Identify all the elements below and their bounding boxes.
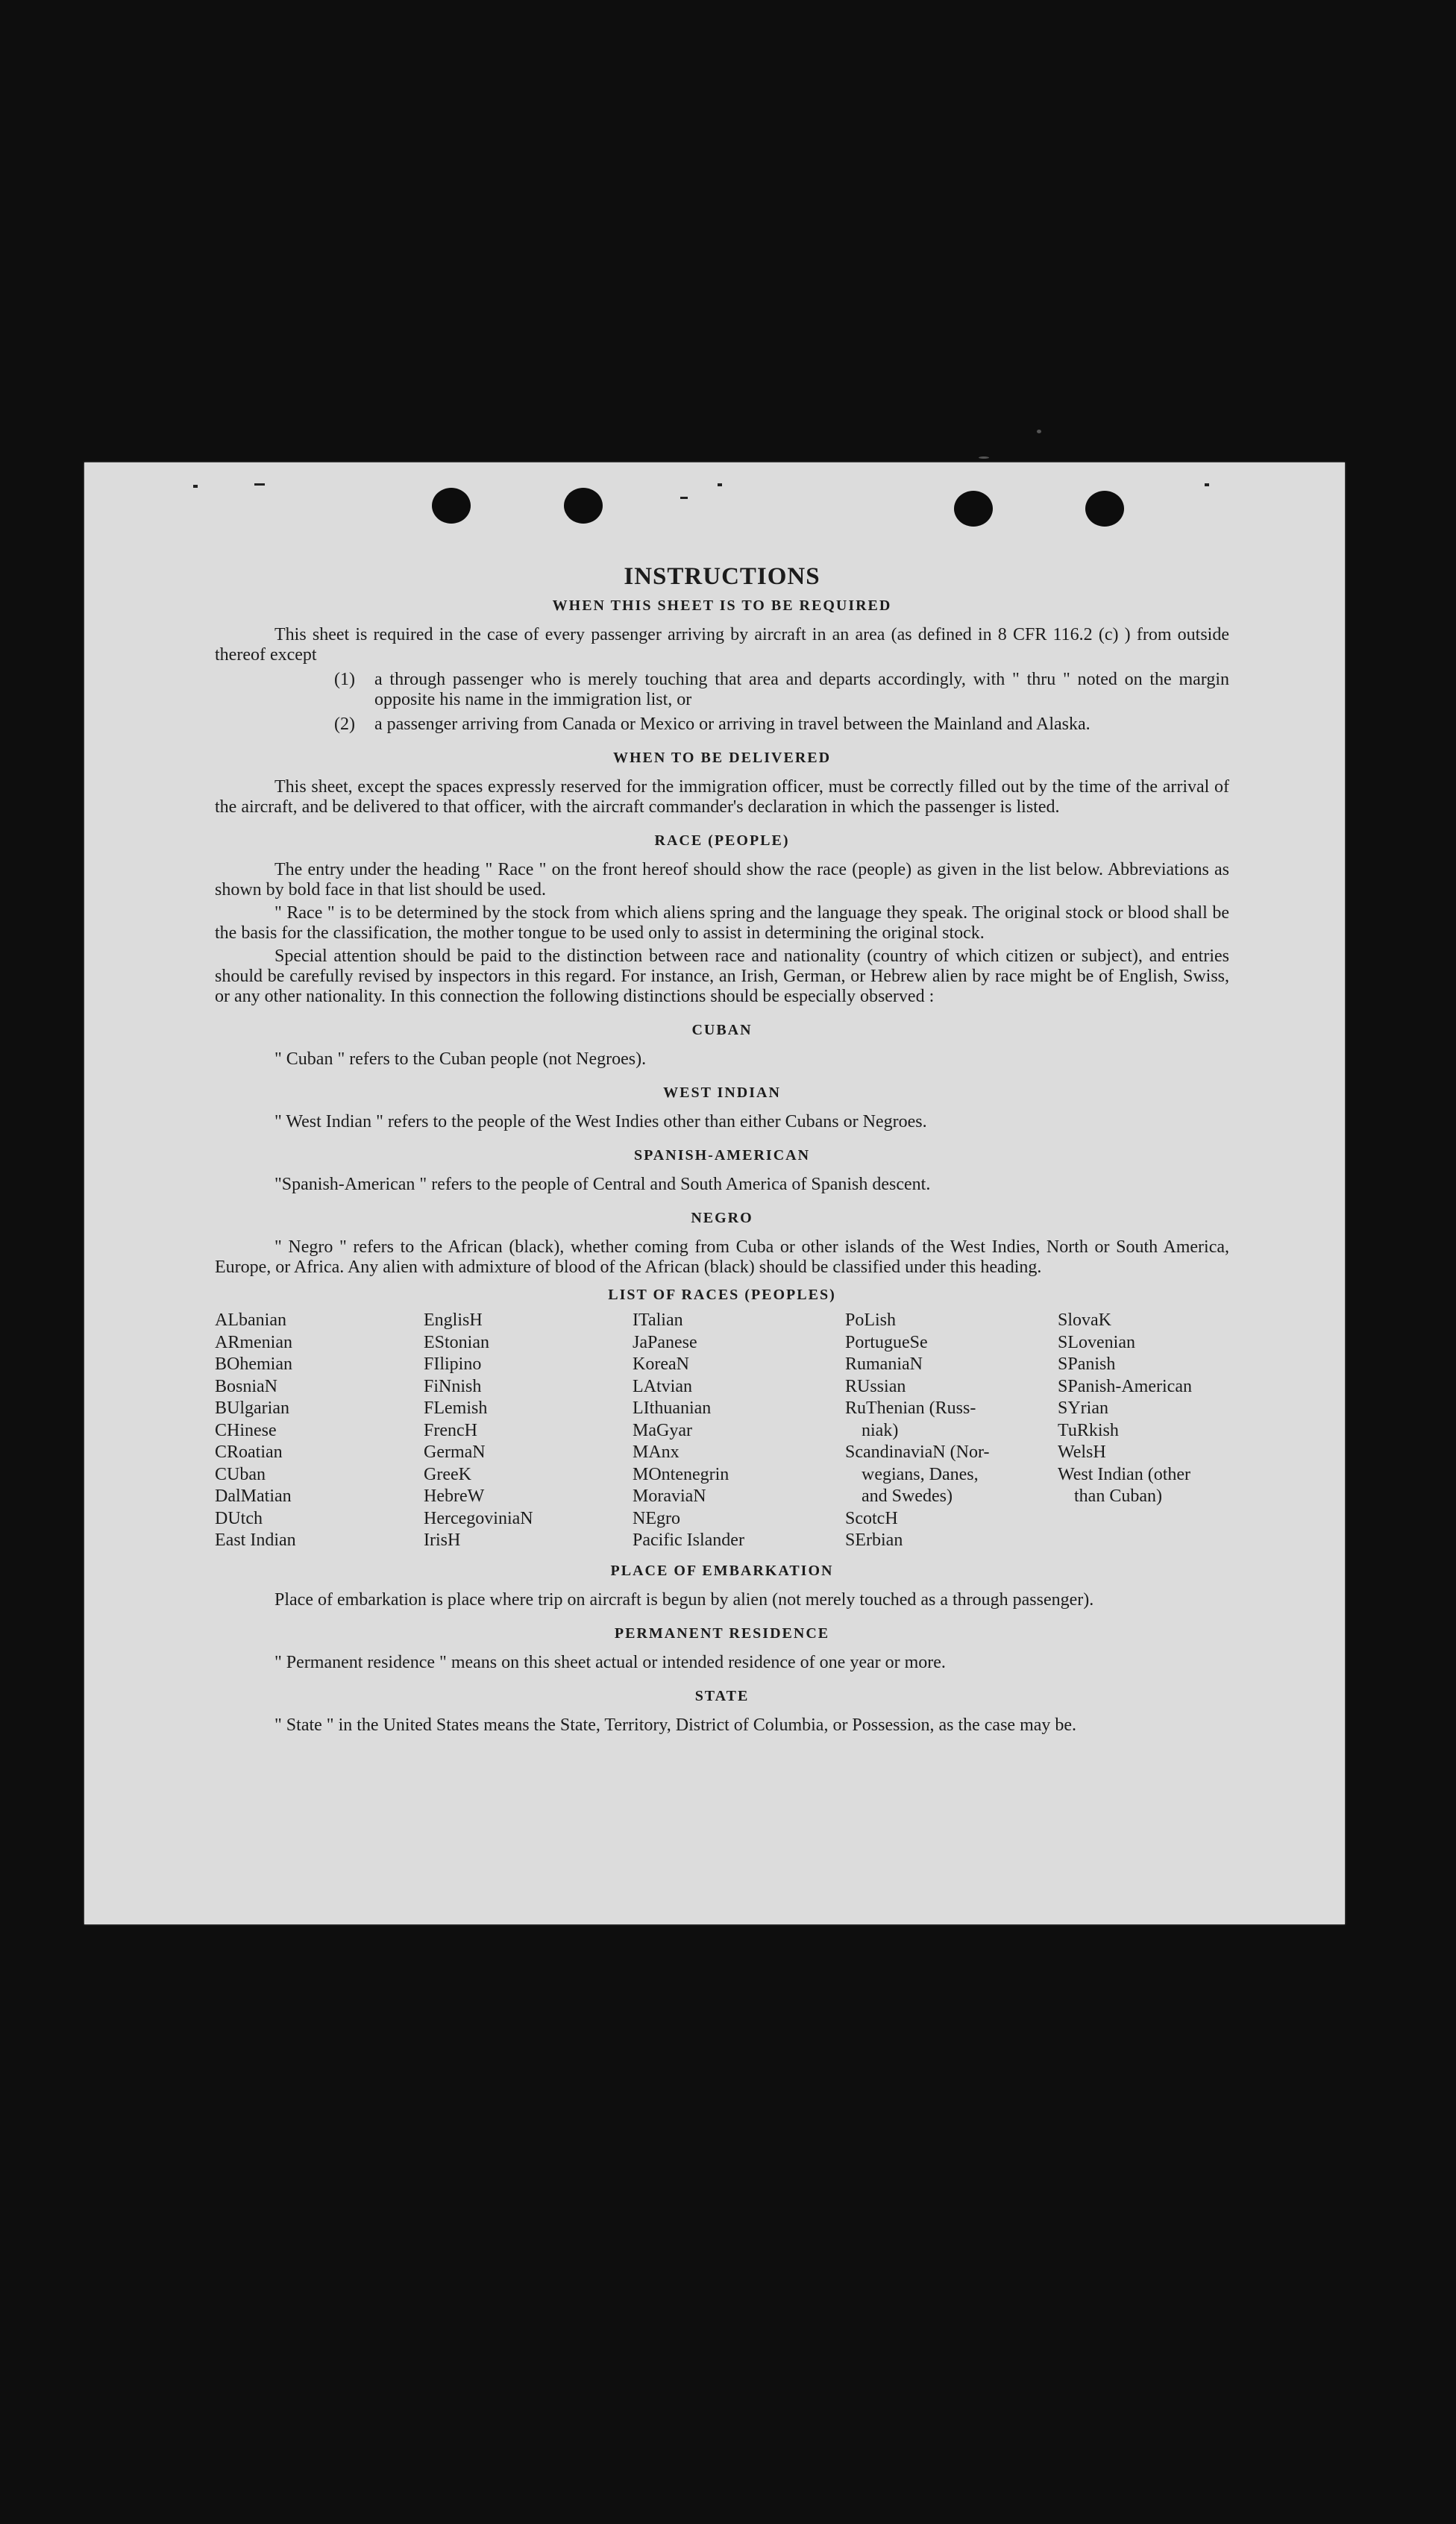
race-entry: SlovaK: [1058, 1310, 1111, 1330]
race-entry: SPanish: [1058, 1354, 1116, 1374]
scan-mark: [254, 483, 265, 486]
section-heading-list-of-races: LIST OF RACES (PEOPLES): [608, 1287, 836, 1303]
race-entry: MAnx: [633, 1442, 680, 1462]
when-delivered-text: This sheet, except the spaces expressly reserved for the immigration officer, must be correctly filled out by the time of the arrival of the aircraft, and be delivered to that officer, with the aircraft commander's declaration in which the passenger is listed.: [215, 777, 1229, 817]
race-entry-continuation: niak): [862, 1420, 899, 1440]
race-entry: LIthuanian: [633, 1398, 712, 1418]
cuban-text: " Cuban " refers to the Cuban people (not Negroes).: [274, 1049, 647, 1069]
scan-mark: [680, 497, 688, 499]
race-entry: SErbian: [845, 1531, 903, 1550]
punch-hole: [1085, 491, 1124, 527]
scan-mark: [718, 483, 722, 486]
race-entry: MOntenegrin: [633, 1464, 729, 1484]
race-entry: GermaN: [424, 1442, 486, 1462]
race-entry: RumaniaN: [845, 1354, 923, 1374]
section-heading-when-required: WHEN THIS SHEET IS TO BE REQUIRED: [552, 597, 892, 614]
race-entry: LAtvian: [633, 1376, 692, 1396]
race-entry: FIlipino: [424, 1354, 482, 1374]
race-entry: CRoatian: [215, 1442, 283, 1462]
race-entry: BUlgarian: [215, 1398, 289, 1418]
race-entry: ScandinaviaN (Nor-: [845, 1442, 990, 1462]
race-entry: CUban: [215, 1464, 266, 1484]
scan-mark: [1205, 483, 1209, 486]
race-entry: MaGyar: [633, 1420, 692, 1440]
races-column: [424, 1310, 633, 1552]
races-column: [633, 1310, 845, 1552]
section-heading-negro: NEGRO: [691, 1210, 753, 1226]
race-entry: HercegoviniaN: [424, 1508, 533, 1528]
race-entry: SLovenian: [1058, 1332, 1135, 1352]
item-number: (2): [334, 715, 355, 734]
race-entry: ITalian: [633, 1310, 683, 1330]
race-paragraph: " Race " is to be determined by the stock from which aliens spring and the language they speak. The original stock or blood shall be the basis for the classification, the mother tongue to be used only to assist in determining the original stock.: [215, 903, 1229, 943]
spanish-american-text: "Spanish-American " refers to the people of Central and South America of Spanish descent.: [274, 1175, 931, 1194]
race-entry: FLemish: [424, 1398, 488, 1418]
section-heading-state: STATE: [694, 1687, 750, 1704]
race-entry: CHinese: [215, 1420, 277, 1440]
race-entry: KoreaN: [633, 1354, 689, 1374]
race-entry: Pacific Islander: [633, 1531, 744, 1550]
punch-hole: [432, 488, 471, 524]
exception-item-1: [334, 670, 1229, 710]
races-column: [215, 1310, 424, 1552]
scan-speck: [1037, 430, 1041, 433]
item-text: a passenger arriving from Canada or Mexico or arriving in travel between the Mainland and Alaska.: [374, 715, 1091, 734]
race-entry: EStonian: [424, 1332, 489, 1352]
race-entry: HebreW: [424, 1487, 485, 1506]
item-number: (1): [334, 670, 355, 689]
section-heading-cuban: CUBAN: [691, 1022, 753, 1038]
races-column: [1058, 1310, 1229, 1552]
race-entry: DalMatian: [215, 1487, 292, 1506]
race-entry-continuation: wegians, Danes,: [862, 1464, 979, 1484]
document-sheet: [84, 462, 1345, 1924]
section-heading-embarkation: PLACE OF EMBARKATION: [610, 1562, 834, 1579]
race-paragraph: Special attention should be paid to the distinction between race and nationality (country of which citizen or subject), and entries should be carefully revised by inspectors in this regard. For instance, an Irish, German, or Hebrew alien by race might be of English, Swiss, or any other nationality. In this connection the following distinctions should be especially observed :: [215, 946, 1229, 1006]
race-entry: PortugueSe: [845, 1332, 928, 1352]
race-entry: ALbanian: [215, 1310, 286, 1330]
punch-hole: [564, 488, 603, 524]
race-entry: JaPanese: [633, 1332, 697, 1352]
state-text: " State " in the United States means the State, Territory, District of Columbia, or Possession, as the case may be.: [274, 1715, 1077, 1735]
exception-item-2: [334, 715, 1229, 735]
races-column: [845, 1310, 1058, 1552]
race-entry: RUssian: [845, 1376, 906, 1396]
race-entry: TuRkish: [1058, 1420, 1119, 1440]
race-entry: SPanish-American: [1058, 1376, 1192, 1396]
negro-text: " Negro " refers to the African (black), whether coming from Cuba or other islands of the West Indies, North or South America, Europe, or Africa. Any alien with admixture of blood of the African (black) should be classified under this heading.: [215, 1237, 1229, 1277]
race-entry: FrencH: [424, 1420, 477, 1440]
race-entry: RuThenian (Russ-: [845, 1398, 976, 1418]
race-entry: West Indian (other: [1058, 1464, 1191, 1484]
race-entry: ScotcH: [845, 1508, 898, 1528]
section-heading-spanish-american: SPANISH-AMERICAN: [633, 1147, 811, 1164]
scan-speck: [979, 456, 989, 459]
race-entry: FiNnish: [424, 1376, 482, 1396]
race-entry: East Indian: [215, 1531, 296, 1550]
section-heading-west-indian: WEST INDIAN: [663, 1084, 781, 1101]
race-entry: PoLish: [845, 1310, 897, 1330]
west-indian-text: " West Indian " refers to the people of the West Indies other than either Cubans or Negroes.: [274, 1112, 927, 1131]
embarkation-text: Place of embarkation is place where trip on aircraft is begun by alien (not merely touched as a through passenger).: [274, 1589, 1094, 1610]
race-entry-continuation: than Cuban): [1074, 1487, 1162, 1506]
residence-text: " Permanent residence " means on this sheet actual or intended residence of one year or more.: [274, 1652, 946, 1672]
race-entry: BOhemian: [215, 1354, 292, 1374]
race-entry-continuation: and Swedes): [862, 1487, 953, 1506]
instructions-text: [215, 563, 1229, 1736]
races-table: [215, 1310, 1229, 1552]
race-entry: WelsH: [1058, 1442, 1106, 1462]
race-entry: MoraviaN: [633, 1487, 706, 1506]
race-entry: NEgro: [633, 1508, 680, 1528]
section-heading-residence: PERMANENT RESIDENCE: [614, 1624, 830, 1642]
race-paragraph: The entry under the heading " Race " on the front hereof should show the race (people) as given in the list below. Abbreviations as shown by bold face in that list should be used.: [215, 860, 1229, 900]
race-entry: DUtch: [215, 1508, 263, 1528]
scan-mark: [193, 485, 198, 488]
section-heading-race: RACE (PEOPLE): [654, 832, 790, 849]
when-required-intro: This sheet is required in the case of every passenger arriving by aircraft in an area (as defined in 8 CFR 116.2 (c) ) from outside thereof except: [215, 625, 1229, 665]
race-entry: SYrian: [1058, 1398, 1108, 1418]
race-entry: ARmenian: [215, 1332, 292, 1352]
section-heading-when-delivered: WHEN TO BE DELIVERED: [612, 750, 832, 766]
punch-hole: [954, 491, 993, 527]
race-entry: GreeK: [424, 1464, 471, 1484]
page-title: INSTRUCTIONS: [624, 563, 820, 590]
race-entry: BosniaN: [215, 1376, 277, 1396]
item-text: a through passenger who is merely touching that area and departs accordingly, with " thru " noted on the margin opposite his name in the immigration list, or: [374, 670, 1229, 709]
race-entry: IrisH: [424, 1531, 461, 1550]
race-entry: EnglisH: [424, 1310, 483, 1330]
